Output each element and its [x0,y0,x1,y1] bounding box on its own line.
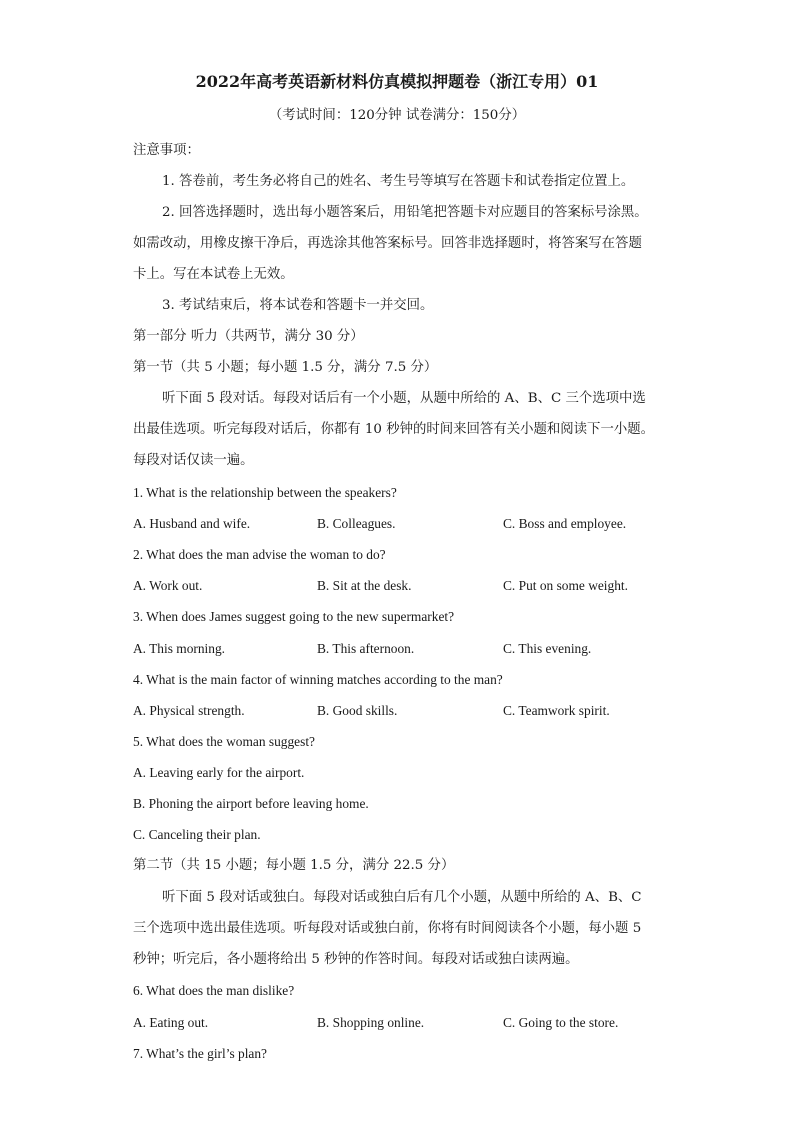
question-5: 5. What does the woman suggest? [133,734,315,749]
question-1-option-a: A. Husband and wife. [133,516,251,531]
section2-instruction-line-3: 秒钟；听完后，各小题将给出 5 秒钟的作答时间。每段对话或独白读两遍。 [133,952,579,967]
question-6-option-b: B. Shopping online. [317,1015,425,1030]
question-7: 7. What’s the girl’s plan? [133,1046,268,1061]
question-4-option-c: C. Teamwork spirit. [503,703,610,718]
question-6-option-c: C. Going to the store. [503,1015,619,1030]
question-2-option-b: B. Sit at the desk. [317,578,412,593]
question-6: 6. What does the man dislike? [133,983,295,998]
exam-title: 2022年高考英语新材料仿真模拟押题卷（浙江专用）01 [195,72,599,91]
section1-instruction-line-1: 听下面 5 段对话。每段对话后有一个小题，从题中所给的 A、B、C 三个选项中选 [162,391,646,406]
notice-heading: 注意事项： [133,143,200,158]
question-3-option-b: B. This afternoon. [317,641,415,656]
notice-item-2-line-1: 2. 回答选择题时，选出每小题答案后，用铅笔把答题卡对应题目的答案标号涂黑。 [162,205,648,220]
section1-heading: 第一节（共 5 小题；每小题 1.5 分，满分 7.5 分） [133,360,438,375]
question-5-option-b: B. Phoning the airport before leaving home. [133,796,369,811]
question-4-option-b: B. Good skills. [317,703,398,718]
question-1-option-c: C. Boss and employee. [503,516,627,531]
question-1-option-b: B. Colleagues. [317,516,396,531]
question-3: 3. When does James suggest going to the new supermarket? [133,609,455,624]
question-3-option-c: C. This evening. [503,641,592,656]
question-5-option-a: A. Leaving early for the airport. [133,765,305,780]
section2-instruction-line-1: 听下面 5 段对话或独白。每段对话或独白后有几个小题，从题中所给的 A、B、C [162,890,642,905]
question-1: 1. What is the relationship between the speakers? [133,485,397,500]
notice-item-2-line-3: 卡上。写在本试卷上无效。 [133,267,294,282]
question-6-option-a: A. Eating out. [133,1015,209,1030]
section1-instruction-line-3: 每段对话仅读一遍。 [133,453,254,468]
section2-instruction-line-2: 三个选项中选出最佳选项。听每段对话或独白前，你将有时间阅读各个小题，每小题 5 [133,921,642,936]
question-2-option-c: C. Put on some weight. [503,578,628,593]
question-3-option-a: A. This morning. [133,641,226,656]
notice-item-1: 1. 答卷前，考生务必将自己的姓名、考生号等填写在答题卡和试卷指定位置上。 [162,174,635,189]
question-2-option-a: A. Work out. [133,578,203,593]
question-4: 4. What is the main factor of winning matches according to the man? [133,672,503,687]
section2-heading: 第二节（共 15 小题；每小题 1.5 分，满分 22.5 分） [133,858,455,873]
section1-instruction-line-2: 出最佳选项。听完每段对话后，你都有 10 秒钟的时间来回答有关小题和阅读下一小题。 [133,422,655,437]
question-5-option-c: C. Canceling their plan. [133,827,261,842]
notice-item-2-line-2: 如需改动，用橡皮擦干净后，再选涂其他答案标号。回答非选择题时，将答案写在答题 [133,236,642,251]
question-2: 2. What does the man advise the woman to do? [133,547,386,562]
question-4-option-a: A. Physical strength. [133,703,245,718]
part1-heading: 第一部分 听力（共两节，满分 30 分） [133,329,364,344]
notice-item-3: 3. 考试结束后，将本试卷和答题卡一并交回。 [162,298,434,313]
exam-subtitle: （考试时间：120分钟 试卷满分：150分） [268,108,526,123]
